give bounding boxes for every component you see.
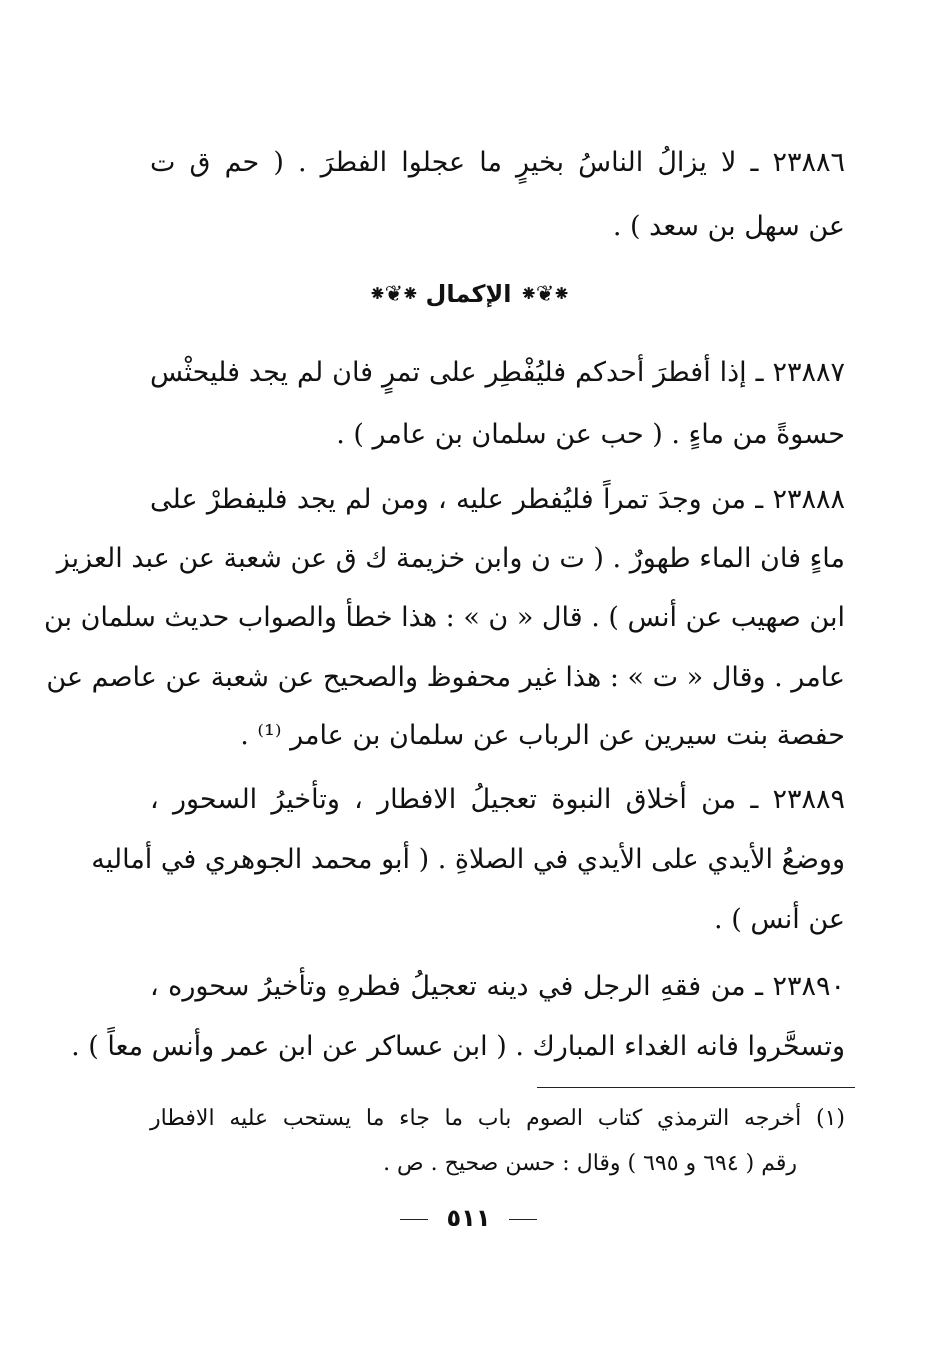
entry-23889-line-2: ووضعُ الأيدي على الأيدي في الصلاةِ . ( أبو محمد الجوهري في أماليه [91, 844, 845, 875]
entry-23888-line-3: ابن صهيب عن أنس ) . قال « ن » : هذا خطأ والصواب حديث سلمان بن [43, 602, 845, 633]
entry-23886-line-2: عن سهل بن سعد ) . [612, 211, 845, 242]
entry-23886-line-1: ٢٣٨٨٦ ـ لا يزالُ الناسُ بخيرٍ ما عجلوا الفطرَ . ( حم ق ت [150, 147, 845, 178]
entry-23890-line-1: ٢٣٨٩٠ ـ من فقهِ الرجل في دينه تعجيلُ فطرهِ وتأخيرُ سحوره ، [150, 971, 845, 1002]
page-number-value: ٥١١ [446, 1204, 491, 1232]
entry-23890-line-2: وتسحَّروا فانه الغداء المبارك . ( ابن عساكر عن ابن عمر وأنس معاً ) . [71, 1031, 845, 1062]
footnote-line-2: رقم ( ٦٩٤ و ٦٩٥ ) وقال : حسن صحيح . ص . [383, 1151, 797, 1176]
page-number-dash-right [509, 1219, 537, 1220]
entry-23888-line-2: ماءٍ فان الماء طهورٌ . ( ت ن وابن خزيمة ك ق عن شعبة عن عبد العزيز [56, 543, 845, 574]
entry-23889-line-1: ٢٣٨٨٩ ـ من أخلاق النبوة تعجيلُ الافطار ، وتأخيرُ السحور ، [150, 784, 845, 815]
entry-23888-line-5: حفصة بنت سيرين عن الرباب عن سلمان بن عامر ⁽¹⁾ . [240, 720, 845, 751]
entry-23888-line-1: ٢٣٨٨٨ ـ من وجدَ تمراً فليُفطر عليه ، ومن لم يجد فليفطرْ على [150, 484, 845, 515]
entry-23888-line-4: عامر . وقال « ت » : هذا غير محفوظ والصحيح عن شعبة عن عاصم عن [46, 662, 845, 693]
entry-23887-line-2: حسوةً من ماءٍ . ( حب عن سلمان بن عامر ) . [336, 419, 845, 450]
section-heading-title: الإكمال [425, 280, 512, 308]
footnote-divider [537, 1087, 855, 1088]
ornament-right-icon: ⁕❦⁕ [519, 281, 569, 307]
page-number-dash-left [400, 1219, 428, 1220]
footnote-line-1: (١) أخرجه الترمذي كتاب الصوم باب ما جاء ما يستحب عليه الافطار [150, 1106, 845, 1131]
page-number [0, 1204, 937, 1232]
section-heading [0, 272, 937, 316]
entry-23887-line-1: ٢٣٨٨٧ ـ إذا أفطرَ أحدكم فليُفْطِر على تمرٍ فان لم يجد فليحثْس [150, 357, 845, 388]
ornament-left-icon: ⁕❦⁕ [368, 281, 418, 307]
entry-23889-line-3: عن أنس ) . [714, 904, 845, 935]
